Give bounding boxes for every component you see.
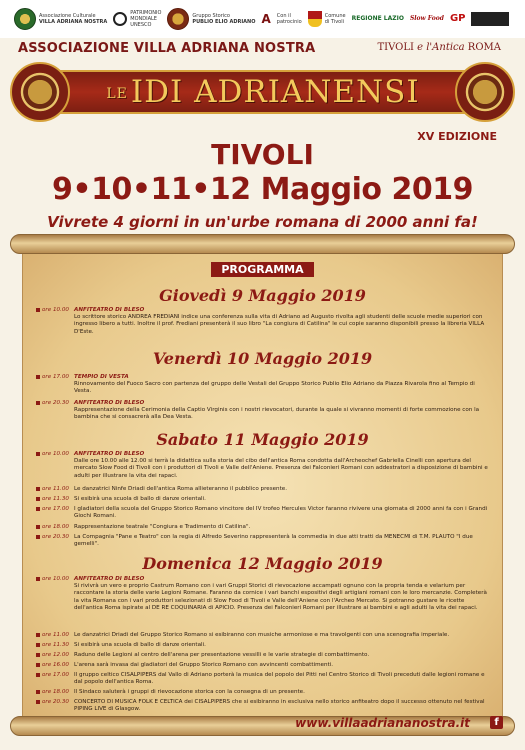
day-heading-friday: Venerdì 10 Maggio 2019 (152, 349, 373, 368)
event-location: ANFITEATRO DI BLESO (74, 307, 145, 313)
tivoli-roma-logo (377, 42, 501, 53)
event-time: ore 11.30 (36, 496, 70, 503)
logo-gp (449, 13, 466, 24)
day-heading-thursday: Giovedì 9 Maggio 2019 (159, 286, 366, 305)
event-text: L'arena sarà invasa dai gladiatori del Gruppo Storico Romano con avvincenti combattimenti. (74, 662, 334, 668)
logo-patrocinio (277, 13, 302, 25)
logo-assoc (14, 8, 107, 30)
event-text: Rappresentazione teatrale "Congiura e Tradimento di Catilina". (74, 524, 251, 530)
patrimonio-line-3: UNESCO (130, 22, 152, 28)
event-title-le: LE (106, 85, 128, 102)
event-time: ore 10.00 (36, 451, 70, 458)
event-text: Le danzatrici Ninfe Driadi dell'antica Roma allieteranno il pubblico presente. (74, 486, 288, 492)
event-time: ore 11.00 (36, 632, 70, 639)
comune-line-1: Comune (324, 13, 346, 19)
antinoo-a-icon: A (261, 12, 271, 26)
event-sat-3 (36, 496, 491, 503)
banner-bar (38, 70, 488, 114)
event-time: ore 16.00 (36, 662, 70, 669)
event-title-main: IDI ADRIANENSI (130, 74, 420, 110)
tivoli-roma-part-1: TIVOLI (377, 42, 414, 53)
logo-dark-box (471, 12, 509, 26)
event-time: ore 20.30 (36, 400, 70, 407)
facebook-icon[interactable]: f (490, 716, 503, 729)
patrimonio-line-1: PATRIMONIO (130, 10, 162, 16)
event-time: ore 18.00 (36, 524, 70, 531)
event-time: ore 11.00 (36, 486, 70, 493)
website-link[interactable]: www.villaadriananostra.it (295, 716, 470, 730)
association-title: ASSOCIAZIONE VILLA ADRIANA NOSTRA (18, 41, 316, 56)
event-sun-6 (36, 672, 491, 686)
event-sun-8 (36, 699, 491, 713)
event-text: Rappresentazione della Cerimonia della Captio Virginis con i nostri rievocatori, durante la quale si vivranno momenti di forte commozione con la bambina che si consacrerà alla Dea Vesta. (74, 407, 480, 421)
event-text: Lo scrittore storico ANDREA FREDIANI indice una conferenza sulla vita di Adriano ad Augusto rivolta agli studenti delle scuole medie superiori con ingresso libero a tutti. Inoltre il prof. Frediani presenterà il suo libro "La congiura di Catilina" le cui copie saranno disponibili presso la libreria VILLA D'Este. (74, 314, 485, 335)
event-title (106, 74, 419, 110)
event-location: ANFITEATRO DI BLESO (74, 400, 145, 406)
event-sun-7 (36, 689, 491, 696)
event-time: ore 10.00 (36, 307, 70, 314)
tivoli-roma-part-3: ROMA (467, 42, 501, 53)
event-text: Si rivivrà un vero e proprio Castrum Romano con i vari Gruppi Storici di rievocazione accampati ognuno con la propria tenda e velarium per raccontare la storia delle varie Legioni Romane. Faranno da cornice i vari banchi espositivi degli artigiani romani con le loro mercanzie. Completerà la vita Romana con i vari produttori selezionati di Slow Food di Tivoli e Valle dell'Aniene con l'Archeo Mercato. Si potranno gustare le ricette dell'antica Roma ispirate al DE RE COQUINARIA di APICIO. Presenza dei Falconieri Romani per illustrare ai bambini e agli adulti la vita dei rapaci. (74, 583, 487, 611)
patrimonio-line-2: MONDIALE (130, 16, 157, 22)
event-text: Si esibirà una scuola di ballo di danze orientali. (74, 642, 206, 648)
event-sun-5 (36, 662, 491, 669)
event-sun-2 (36, 632, 491, 639)
event-text: Le danzatrici Driadi del Gruppo Storico Romano si esibiranno con musiche armoniose e ma travolgenti con una scenografia imperiale. (74, 632, 450, 638)
gruppo-line-1: Gruppo Storico (192, 13, 230, 19)
city-title: TIVOLI (211, 138, 314, 171)
event-sun-4 (36, 652, 491, 659)
gruppo-line-2: PUBLIO ELIO ADRIANO (192, 19, 256, 25)
assoc-line-2: VILLA ADRIANA NOSTRA (39, 19, 108, 25)
gruppo-seal-icon (167, 8, 189, 30)
medal-left-icon (10, 62, 70, 122)
scroll-roll-top (10, 234, 515, 254)
tivoli-roma-part-2: e l'Antica (413, 42, 468, 53)
logo-unesco (113, 10, 161, 28)
event-sun-3 (36, 642, 491, 649)
event-dates: 9•10•11•12 Maggio 2019 (52, 172, 473, 207)
event-time: ore 20.30 (36, 699, 70, 706)
event-location: TEMPIO DI VESTA (74, 374, 129, 380)
event-thu-1 (36, 307, 491, 336)
event-text: I gladiatori della scuola del Gruppo Storico Romano vincitore del IV trofeo Hercules Victor faranno rivivere una giornata di 2000 anni fa con i Grandi Giochi Romani. (74, 506, 488, 520)
patrocinio-line-1: Con il (276, 13, 291, 19)
event-time: ore 18.00 (36, 689, 70, 696)
event-text: CONCERTO DI MUSICA FOLK E CELTICA dei CISALPIPERS che si esibiranno in esclusiva nello storico anfiteatro dopo il successo ottenuto nel festival PIPING LIVE di Glasgow. (74, 699, 485, 713)
day-heading-saturday: Sabato 11 Maggio 2019 (156, 430, 369, 449)
event-text: Si esibirà una scuola di ballo di danze orientali. (74, 496, 206, 502)
event-time: ore 11.30 (36, 642, 70, 649)
programma-heading (10, 262, 515, 277)
day-heading-sunday: Domenica 12 Maggio 2019 (142, 554, 383, 573)
event-text: La Compagnia "Pane e Teatro" con la regia di Alfredo Severino rappresenterà la commedia in due atti tratti da MENECMI di T.M. PLAUTO "I due gemelli". (74, 534, 473, 548)
comune-crest-icon (308, 11, 322, 27)
title-banner (10, 60, 515, 128)
event-time: ore 17.00 (36, 506, 70, 513)
unesco-icon (113, 12, 127, 26)
event-time: ore 12.00 (36, 652, 70, 659)
event-location: ANFITEATRO DI BLESO (74, 576, 145, 582)
logo-gruppo (167, 8, 255, 30)
comune-line-2: di Tivoli (324, 19, 344, 25)
logo-regione (352, 16, 404, 22)
event-text: Il Sindaco saluterà i gruppi di rievocazione storica con la consegna di un presente. (74, 689, 305, 695)
logo-slowfood (410, 16, 444, 22)
event-fri-2 (36, 400, 491, 422)
regione-label: REGIONE LAZIO (351, 15, 404, 22)
patrocinio-line-2: patrocinio (276, 19, 302, 25)
logo-antinoo (261, 12, 271, 26)
event-time: ore 10.00 (36, 576, 70, 583)
event-text: Dalle ore 10.00 alle 12.00 si terrà la didattica sulla storia del cibo dell'antica Roma condotta dall'Archeochef Gabriella Cinelli con apertura del mercato Slow Food di Tivoli con i produttori di Tivoli e Valle dell'Aniene. Presenza dei Falconieri Romani con addestratori a disposizione di bambini e adulti per illustrare la vita dei rapaci. (74, 458, 488, 479)
event-sat-2 (36, 486, 491, 493)
event-sat-5 (36, 524, 491, 531)
event-sun-1 (36, 576, 491, 612)
event-text: Raduno delle Legioni al centro dell'arena per presentazione vessilli e le varie strategie di combattimento. (74, 652, 370, 658)
event-time: ore 17.00 (36, 374, 70, 381)
gp-label: GP (449, 13, 466, 24)
event-sat-1 (36, 451, 491, 480)
slowfood-label: Slow Food (409, 15, 444, 22)
logo-strip (0, 0, 525, 38)
logo-comune (308, 11, 346, 27)
tagline: Vivrete 4 giorni in un'urbe romana di 2000 anni fa! (47, 213, 478, 231)
assoc-line-1: Associazione Culturale (39, 13, 96, 19)
event-text: Rinnovamento del Fuoco Sacro con partenza del gruppo delle Vestali del Gruppo Storico Publio Elio Adriano da Piazza Rivarola fino al Tempio di Vesta. (74, 381, 475, 395)
assoc-seal-icon (14, 8, 36, 30)
event-fri-1 (36, 374, 491, 396)
programma-label: PROGRAMMA (211, 262, 313, 277)
event-text: Il gruppo celtico CISALPIPERS dal Vallo di Adriano porterà la musica del popolo dei Pitti nel Centro Storico di Tivoli preceduti dalle legioni romane e dal popolo dell'antica Roma. (74, 672, 485, 686)
event-time: ore 17.00 (36, 672, 70, 679)
program-scroll (10, 234, 515, 736)
event-time: ore 20.30 (36, 534, 70, 541)
event-sat-4 (36, 506, 491, 520)
edition-label: XV EDIZIONE (417, 130, 497, 143)
event-sat-6 (36, 534, 491, 548)
event-location: ANFITEATRO DI BLESO (74, 451, 145, 457)
medal-right-icon (455, 62, 515, 122)
